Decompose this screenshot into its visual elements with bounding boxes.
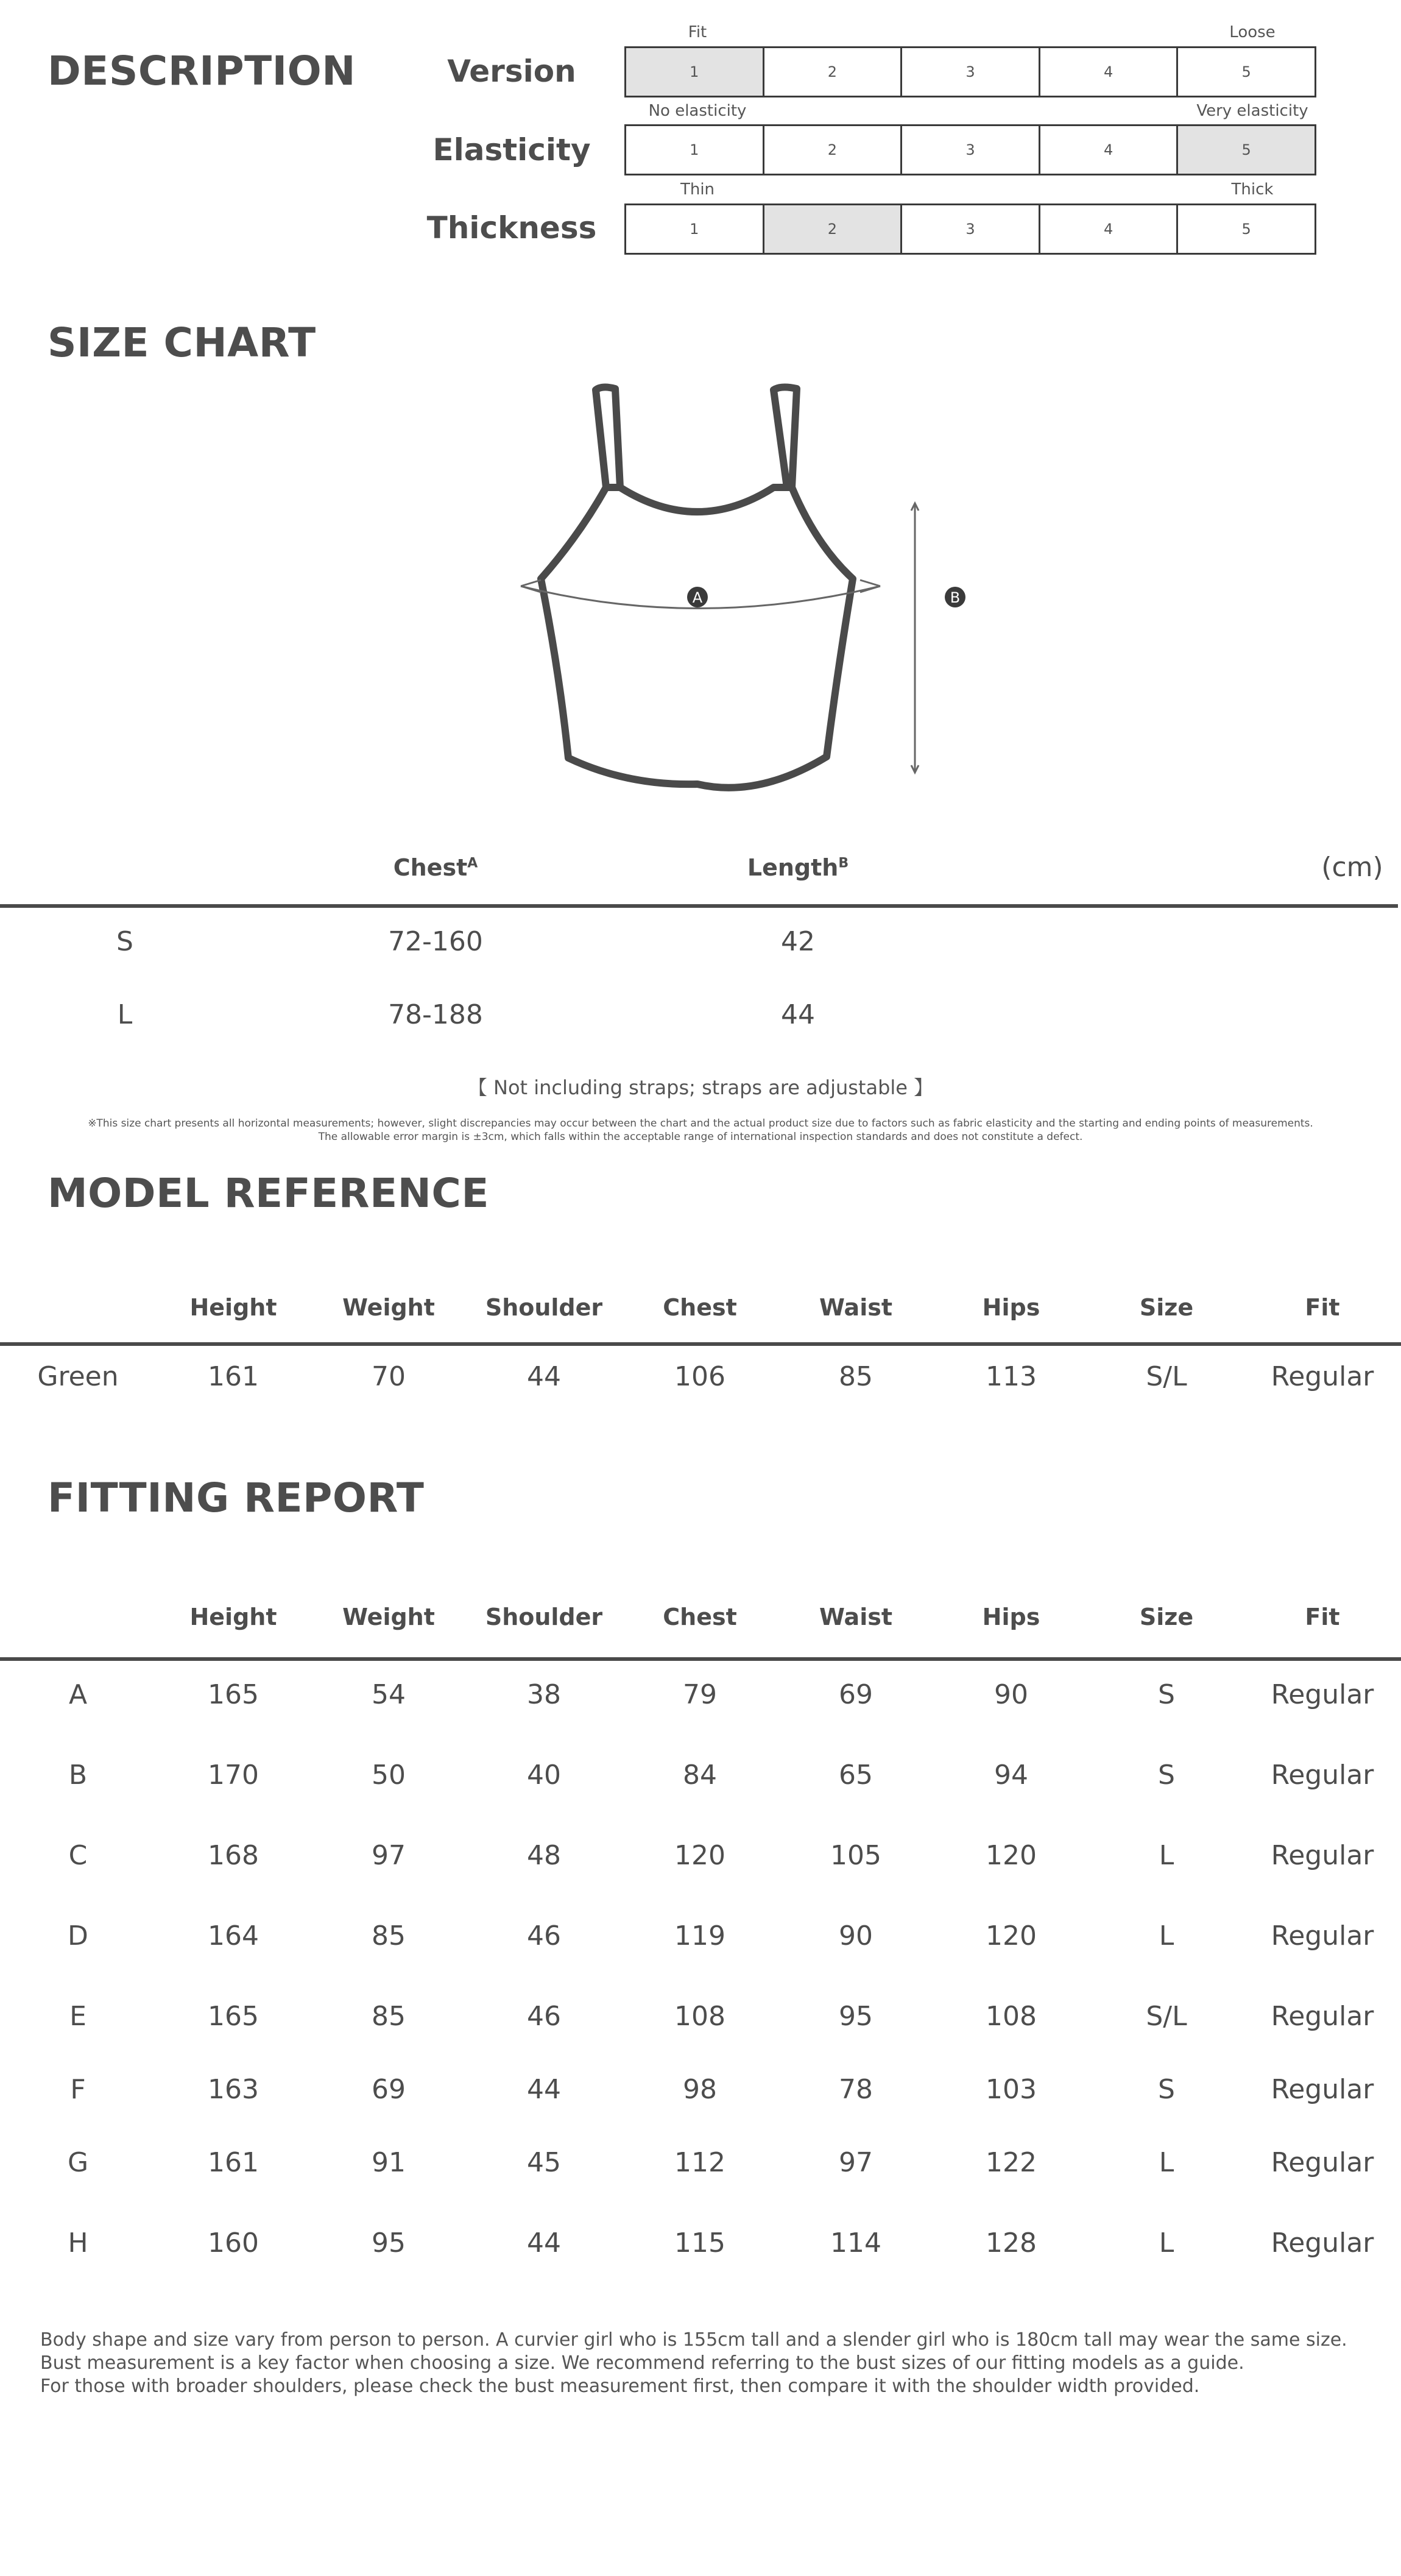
size-table-rule bbox=[0, 904, 1398, 908]
fit-cell-fit: Regular bbox=[1271, 1679, 1374, 1710]
size-header-length: Length$^B$ bbox=[747, 854, 849, 881]
fit-cell-name: C bbox=[68, 1840, 88, 1871]
fit-cell-weight: 85 bbox=[372, 2001, 406, 2032]
footer-note-1: Body shape and size vary from person to person. A curvier girl who is 155cm tall and a slender girl who is 180cm tall may wear the same size. bbox=[40, 2329, 1347, 2351]
model-row-height: 161 bbox=[208, 1361, 259, 1392]
version-option-2: 2 bbox=[763, 46, 903, 97]
elasticity-option-1: 1 bbox=[624, 124, 764, 175]
fit-header-shoulder: Shoulder bbox=[485, 1604, 603, 1630]
model-header-weight: Weight bbox=[342, 1294, 435, 1321]
model-table-rule bbox=[0, 1342, 1401, 1346]
elasticity-option-5: 5 bbox=[1176, 124, 1316, 175]
model-reference-title: MODEL REFERENCE bbox=[48, 1170, 489, 1217]
fit-cell-chest: 108 bbox=[674, 2001, 725, 2032]
model-header-chest: Chest bbox=[663, 1294, 737, 1321]
fit-cell-chest: 84 bbox=[683, 1760, 717, 1791]
elasticity-scale bbox=[624, 124, 1316, 175]
fit-cell-height: 165 bbox=[208, 1679, 259, 1710]
version-option-5: 5 bbox=[1176, 46, 1316, 97]
fit-cell-fit: Regular bbox=[1271, 2147, 1374, 2178]
thickness-left-caption: Thin bbox=[680, 180, 715, 199]
elasticity-option-2: 2 bbox=[763, 124, 903, 175]
thickness-option-3: 3 bbox=[900, 203, 1040, 255]
fit-cell-weight: 85 bbox=[372, 1920, 406, 1951]
fit-cell-waist: 65 bbox=[839, 1760, 873, 1791]
thickness-scale bbox=[624, 203, 1316, 255]
fit-cell-name: G bbox=[67, 2147, 89, 2178]
fit-cell-fit: Regular bbox=[1271, 1920, 1374, 1951]
size-disclaimer-2: The allowable error margin is ±3cm, which falls within the acceptable range of international inspection standards and does not constitute a defect. bbox=[318, 1131, 1083, 1143]
model-header-waist: Waist bbox=[819, 1294, 892, 1321]
fit-header-chest: Chest bbox=[663, 1604, 737, 1630]
fit-cell-name: F bbox=[70, 2074, 86, 2105]
elasticity-right-caption: Very elasticity bbox=[1196, 102, 1308, 120]
elasticity-option-4: 4 bbox=[1039, 124, 1179, 175]
fit-cell-hips: 122 bbox=[986, 2147, 1037, 2178]
left-strap bbox=[596, 387, 620, 487]
fit-cell-shoulder: 44 bbox=[527, 2227, 561, 2259]
fit-header-size: Size bbox=[1139, 1604, 1194, 1630]
footer-note-3: For those with broader shoulders, please check the bust measurement first, then compare it with the shoulder width provided. bbox=[40, 2376, 1200, 2397]
thickness-option-2: 2 bbox=[763, 203, 903, 255]
version-option-1: 1 bbox=[624, 46, 764, 97]
fit-cell-waist: 69 bbox=[839, 1679, 873, 1710]
fit-cell-chest: 112 bbox=[674, 2147, 725, 2178]
size-row-l-length: 44 bbox=[781, 999, 815, 1030]
model-header-fit: Fit bbox=[1305, 1294, 1340, 1321]
fit-cell-name: H bbox=[68, 2227, 88, 2259]
thickness-option-4: 4 bbox=[1039, 203, 1179, 255]
model-row-fit: Regular bbox=[1271, 1361, 1374, 1392]
fit-cell-chest: 79 bbox=[683, 1679, 717, 1710]
version-option-4: 4 bbox=[1039, 46, 1179, 97]
version-option-3: 3 bbox=[900, 46, 1040, 97]
fit-cell-chest: 115 bbox=[674, 2227, 725, 2259]
size-row-l-size: L bbox=[117, 999, 133, 1030]
fit-header-height: Height bbox=[189, 1604, 277, 1630]
fit-cell-size: S/L bbox=[1146, 2001, 1187, 2032]
version-label: Version bbox=[447, 54, 576, 89]
fit-cell-shoulder: 44 bbox=[527, 2074, 561, 2105]
fit-cell-weight: 69 bbox=[372, 2074, 406, 2105]
fit-header-fit: Fit bbox=[1305, 1604, 1340, 1630]
fit-cell-weight: 50 bbox=[372, 1760, 406, 1791]
model-row-weight: 70 bbox=[372, 1361, 406, 1392]
fit-cell-weight: 91 bbox=[372, 2147, 406, 2178]
fit-cell-size: S bbox=[1158, 1679, 1175, 1710]
fit-cell-name: D bbox=[68, 1920, 88, 1951]
fit-cell-shoulder: 45 bbox=[527, 2147, 561, 2178]
model-row-chest: 106 bbox=[674, 1361, 725, 1392]
fit-cell-weight: 95 bbox=[372, 2227, 406, 2259]
thickness-label: Thickness bbox=[426, 210, 597, 246]
fit-table-rule bbox=[0, 1657, 1401, 1661]
fit-cell-size: L bbox=[1159, 2227, 1174, 2259]
version-left-caption: Fit bbox=[688, 23, 707, 41]
fit-cell-chest: 120 bbox=[674, 1840, 725, 1871]
fit-cell-size: S bbox=[1158, 1760, 1175, 1791]
thickness-right-caption: Thick bbox=[1231, 180, 1274, 199]
fit-header-weight: Weight bbox=[342, 1604, 435, 1630]
fit-cell-fit: Regular bbox=[1271, 2227, 1374, 2259]
fit-cell-weight: 54 bbox=[372, 1679, 406, 1710]
fit-cell-hips: 94 bbox=[994, 1760, 1028, 1791]
model-row-hips: 113 bbox=[986, 1361, 1037, 1392]
fit-cell-waist: 97 bbox=[839, 2147, 873, 2178]
thickness-option-1: 1 bbox=[624, 203, 764, 255]
fit-cell-size: L bbox=[1159, 2147, 1174, 2178]
fit-cell-chest: 119 bbox=[674, 1920, 725, 1951]
fit-cell-shoulder: 46 bbox=[527, 1920, 561, 1951]
size-row-s-length: 42 bbox=[781, 926, 815, 957]
elasticity-option-3: 3 bbox=[900, 124, 1040, 175]
size-chart-title: SIZE CHART bbox=[48, 319, 316, 366]
fit-cell-fit: Regular bbox=[1271, 2001, 1374, 2032]
model-row-name: Green bbox=[37, 1361, 119, 1392]
fit-cell-name: A bbox=[68, 1679, 88, 1710]
fit-cell-shoulder: 38 bbox=[527, 1679, 561, 1710]
fit-cell-hips: 108 bbox=[986, 2001, 1037, 2032]
size-row-l-chest: 78-188 bbox=[388, 999, 483, 1030]
fit-cell-hips: 120 bbox=[986, 1920, 1037, 1951]
version-right-caption: Loose bbox=[1229, 23, 1276, 41]
fit-cell-waist: 95 bbox=[839, 2001, 873, 2032]
fit-cell-height: 170 bbox=[208, 1760, 259, 1791]
size-header-chest: Chest$^A$ bbox=[393, 854, 478, 881]
garment-outline bbox=[541, 487, 853, 788]
fitting-report-title: FITTING REPORT bbox=[48, 1474, 425, 1521]
fit-cell-name: E bbox=[69, 2001, 86, 2032]
model-row-waist: 85 bbox=[839, 1361, 873, 1392]
fit-cell-hips: 103 bbox=[986, 2074, 1037, 2105]
thickness-option-5: 5 bbox=[1176, 203, 1316, 255]
fit-cell-size: L bbox=[1159, 1920, 1174, 1951]
fit-cell-waist: 90 bbox=[839, 1920, 873, 1951]
fit-cell-waist: 78 bbox=[839, 2074, 873, 2105]
model-header-height: Height bbox=[189, 1294, 277, 1321]
fit-cell-shoulder: 48 bbox=[527, 1840, 561, 1871]
fit-header-hips: Hips bbox=[982, 1604, 1040, 1630]
fit-cell-size: S bbox=[1158, 2074, 1175, 2105]
model-header-size: Size bbox=[1139, 1294, 1194, 1321]
size-row-s-size: S bbox=[116, 926, 133, 957]
fit-cell-weight: 97 bbox=[372, 1840, 406, 1871]
fit-cell-height: 161 bbox=[208, 2147, 259, 2178]
description-title: DESCRIPTION bbox=[48, 48, 356, 94]
fit-cell-chest: 98 bbox=[683, 2074, 717, 2105]
fit-cell-shoulder: 40 bbox=[527, 1760, 561, 1791]
fit-cell-shoulder: 46 bbox=[527, 2001, 561, 2032]
fit-cell-name: B bbox=[68, 1760, 88, 1791]
fit-cell-hips: 120 bbox=[986, 1840, 1037, 1871]
fit-cell-height: 165 bbox=[208, 2001, 259, 2032]
strap-note: 【 Not including straps; straps are adjustable 】 bbox=[467, 1076, 934, 1099]
fit-cell-height: 164 bbox=[208, 1920, 259, 1951]
fit-cell-fit: Regular bbox=[1271, 1760, 1374, 1791]
fit-cell-hips: 128 bbox=[986, 2227, 1037, 2259]
marker-a-label: A bbox=[692, 589, 703, 606]
model-row-shoulder: 44 bbox=[527, 1361, 561, 1392]
footer-note-2: Bust measurement is a key factor when choosing a size. We recommend referring to the bust sizes of our fitting models as a guide. bbox=[40, 2352, 1244, 2374]
fit-cell-hips: 90 bbox=[994, 1679, 1028, 1710]
fit-cell-fit: Regular bbox=[1271, 1840, 1374, 1871]
model-row-size: S/L bbox=[1146, 1361, 1187, 1392]
fit-cell-waist: 114 bbox=[830, 2227, 881, 2259]
size-row-s-chest: 72-160 bbox=[388, 926, 483, 957]
elasticity-label: Elasticity bbox=[432, 132, 591, 168]
model-header-shoulder: Shoulder bbox=[485, 1294, 603, 1321]
marker-b-label: B bbox=[950, 589, 961, 606]
fit-header-waist: Waist bbox=[819, 1604, 892, 1630]
fit-cell-height: 160 bbox=[208, 2227, 259, 2259]
camisole-diagram bbox=[506, 378, 993, 792]
size-disclaimer-1: ※This size chart presents all horizontal measurements; however, slight discrepancies may occur between the chart and the actual product size due to factors such as fabric elasticity and the starting and ending points of measurements. bbox=[88, 1117, 1313, 1130]
right-strap bbox=[774, 387, 797, 487]
fit-cell-height: 163 bbox=[208, 2074, 259, 2105]
fit-cell-size: L bbox=[1159, 1840, 1174, 1871]
fit-cell-fit: Regular bbox=[1271, 2074, 1374, 2105]
elasticity-left-caption: No elasticity bbox=[648, 102, 747, 120]
fit-cell-waist: 105 bbox=[830, 1840, 881, 1871]
version-scale bbox=[624, 46, 1316, 97]
model-header-hips: Hips bbox=[982, 1294, 1040, 1321]
size-unit: (cm) bbox=[1321, 852, 1383, 883]
fit-cell-height: 168 bbox=[208, 1840, 259, 1871]
